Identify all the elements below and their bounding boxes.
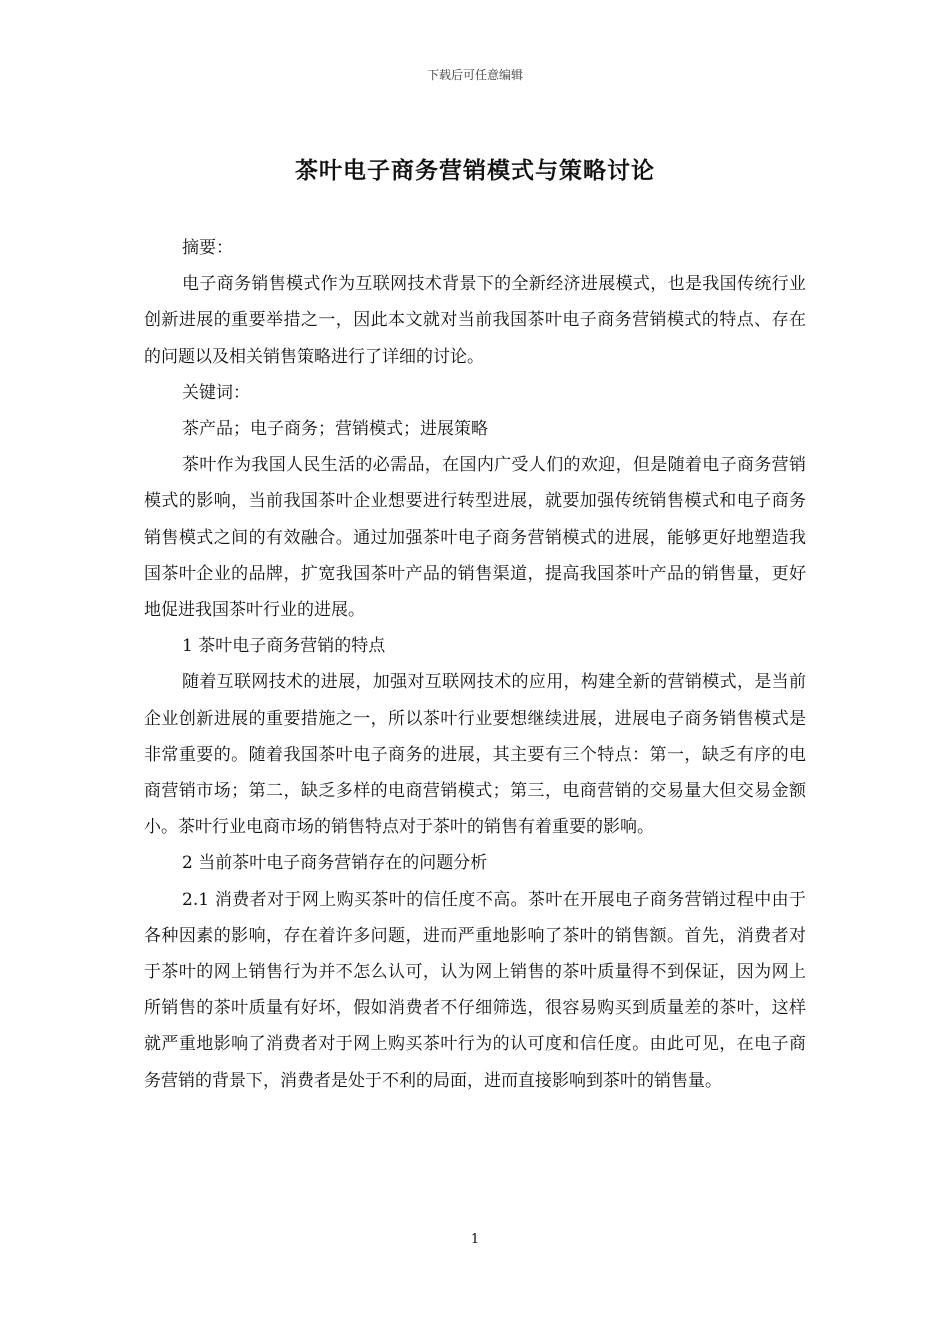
- section1-heading: 1 茶叶电子商务营销的特点: [182, 636, 386, 657]
- keywords-text: 茶产品；电子商务；营销模式；进展策略: [182, 419, 488, 440]
- abstract-label: 摘要：: [182, 238, 233, 258]
- header-note: 下载后可任意编辑: [426, 68, 523, 82]
- page-number: 1: [470, 1232, 480, 1247]
- intro-paragraph: 茶叶作为我国人民生活的必需品，在国内广受人们的欢迎，但是随着电子商务营销模式的影响，当前我国茶叶企业想要进行转型进展，就要加强传统销售模式和电子商务销售模式之间的有效融合。通过加强茶叶电子商务营销模式的进展，能够更好地塑造我国茶叶企业的品牌，扩宽我国茶叶产品的销售渠道，提高我国茶叶产品的销售量，更好地促进我国茶叶行业的进展。: [144, 455, 806, 621]
- section1-paragraph: 随着互联网技术的进展，加强对互联网技术的应用，构建全新的营销模式，是当前企业创新进展的重要措施之一，所以茶叶行业要想继续进展，进展电子商务销售模式是非常重要的。随着我国茶叶电子商务的进展，其主要有三个特点：第一，缺乏有序的电商营销市场；第二，缺乏多样的电商营销模式；第三，电商营销的交易量大但交易金额小。茶叶行业电商市场的销售特点对于茶叶的销售有着重要的影响。: [144, 672, 806, 838]
- section2-heading: 2 当前茶叶电子商务营销存在的问题分析: [182, 853, 488, 874]
- section2-1-paragraph: 2.1 消费者对于网上购买茶叶的信任度不高。茶叶在开展电子商务营销过程中由于各种因素的影响，存在着许多问题，进而严重地影响了茶叶的销售额。首先，消费者对于茶叶的网上销售行为并不怎么认可，认为网上销售的茶叶质量得不到保证，因为网上所销售的茶叶质量有好坏，假如消费者不仔细筛选，很容易购买到质量差的茶叶，这样就严重地影响了消费者对于网上购买茶叶行为的认可度和信任度。由此可见，在电子商务营销的背景下，消费者是处于不利的局面，进而直接影响到茶叶的销售量。: [144, 889, 806, 1091]
- keywords-label: 关键词：: [182, 382, 250, 403]
- document-body: [144, 230, 806, 1099]
- abstract-text: 电子商务销售模式作为互联网技术背景下的全新经济进展模式，也是我国传统行业创新进展的重要举措之一，因此本文就对当前我国茶叶电子商务营销模式的特点、存在的问题以及相关销售策略进行了详细的讨论。: [144, 274, 806, 367]
- document-title: 茶叶电子商务营销模式与策略讨论: [295, 157, 655, 184]
